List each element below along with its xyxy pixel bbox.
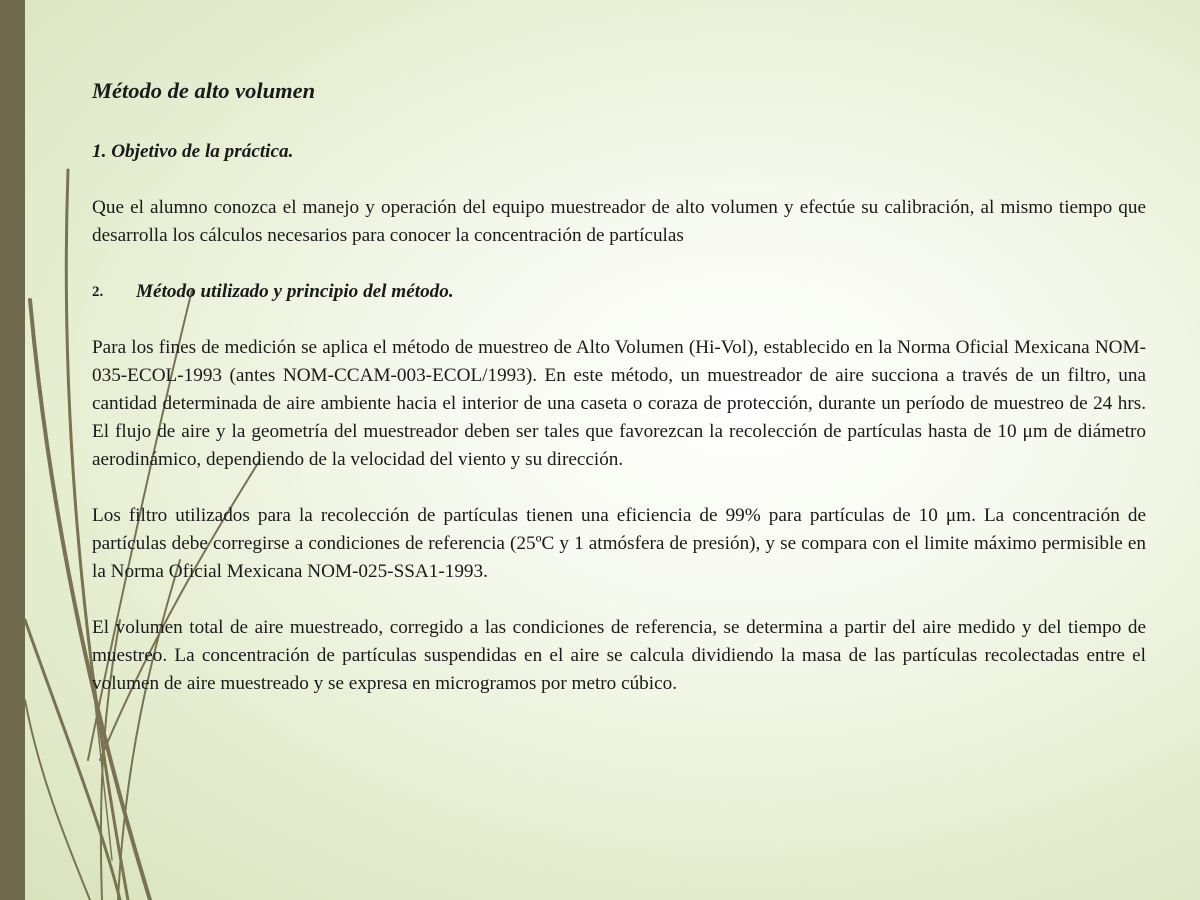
strand-4 bbox=[25, 700, 90, 900]
slide-title: Método de alto volumen bbox=[92, 78, 316, 103]
section2-paragraph-2: Los filtro utilizados para la recolección de partículas tienen una eficiencia de 99% para partículas de 10 μm. La concentración de partículas debe corregirse a condiciones de referencia (25ºC y 1 atmósfera de presión), y se compara con el limite máximo permisible en la Norma Oficial Mexicana NOM-025-SSA1-1993. bbox=[92, 505, 1146, 582]
section2-heading bbox=[92, 278, 1146, 306]
left-accent-bar bbox=[0, 0, 25, 900]
section1-heading: 1. Objetivo de la práctica. bbox=[92, 141, 294, 162]
section2-heading-text: Método utilizado y principio del método. bbox=[136, 281, 454, 302]
section2-number: 2. bbox=[92, 284, 104, 300]
section2-paragraph-1: Para los fines de medición se aplica el método de muestreo de Alto Volumen (Hi-Vol), establecido en la Norma Oficial Mexicana NOM-035-ECOL-1993 (antes NOM-CCAM-003-ECOL/1993). En este método, un muestreador de aire succiona a través de un filtro, una cantidad determinada de aire ambiente hacia el interior de una caseta o coraza de protección, durante un período de muestreo de 24 hrs. El flujo de aire y la geometría del muestreador deben ser tales que favorezcan la recolección de partículas hasta de 10 μm de diámetro aerodinámico, dependiendo de la velocidad del viento y su dirección. bbox=[92, 337, 1146, 470]
slide-content bbox=[92, 74, 1146, 726]
section2-paragraph-3: El volumen total de aire muestreado, corregido a las condiciones de referencia, se determina a partir del aire medido y del tiempo de muestreo. La concentración de partículas suspendidas en el aire se calcula dividiendo la masa de las partículas recolectadas entre el volumen de aire muestreado y se expresa en microgramos por metro cúbico. bbox=[92, 617, 1146, 694]
section1-text: Que el alumno conozca el manejo y operación del equipo muestreador de alto volumen y efectúe su calibración, al mismo tiempo que desarrolla los cálculos necesarios para conocer la concentración de partículas bbox=[92, 197, 1146, 246]
